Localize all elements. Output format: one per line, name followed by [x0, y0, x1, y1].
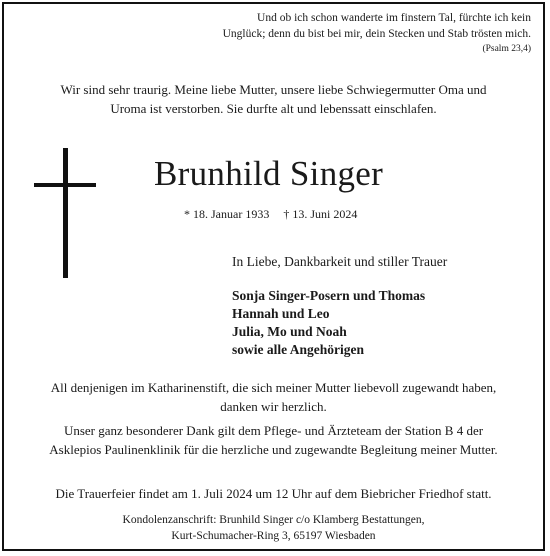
psalm-reference: (Psalm 23,4) — [482, 44, 531, 54]
family-member: Julia, Mo und Noah — [232, 324, 347, 339]
thanks-paragraph-2 — [4, 421, 543, 459]
thanks-line: Unser ganz besonderer Dank gilt dem Pflege- und Ärzteteam der Station B 4 der — [63, 423, 484, 438]
deceased-name: Brunhild Singer — [154, 154, 384, 193]
condolence-line: Kondolenzanschrift: Brunhild Singer c/o Klamberg Bestattungen, — [122, 514, 425, 526]
family-member: sowie alle Angehörigen — [232, 342, 364, 357]
family-member: Hannah und Leo — [232, 306, 330, 321]
thanks-line: danken wir herzlich. — [220, 399, 327, 414]
psalm-line: Und ob ich schon wanderte im finstern Tal, fürchte ich kein — [257, 12, 531, 24]
funeral-info: Die Trauerfeier findet am 1. Juli 2024 um 12 Uhr auf dem Biebricher Friedhof statt. — [55, 486, 492, 501]
obituary-notice — [2, 2, 545, 551]
thanks-line: Asklepios Paulinenklinik für die herzliche und zugewandte Begleitung meiner Mutter. — [49, 442, 498, 457]
intro-line: Wir sind sehr traurig. Meine liebe Mutter, unsere liebe Schwiegermutter Oma und — [60, 82, 487, 97]
condolence-address — [4, 512, 543, 544]
psalm-quote — [171, 11, 531, 58]
family-list — [232, 287, 425, 359]
death-date: † 13. Juni 2024 — [283, 207, 358, 221]
birth-date: * 18. Januar 1933 — [184, 207, 270, 221]
life-dates — [184, 206, 357, 222]
thanks-line: All denjenigen im Katharinenstift, die sich meiner Mutter liebevoll zugewandt haben, — [50, 380, 497, 395]
family-member: Sonja Singer-Posern und Thomas — [232, 288, 426, 303]
cross-icon — [34, 148, 96, 278]
psalm-line: Unglück; denn du bist bei mir, dein Stecken und Stab trösten mich. — [222, 27, 531, 40]
thanks-paragraph-1 — [4, 378, 543, 416]
intro-line: Uroma ist verstorben. Sie durfte alt und lebenssatt einschlafen. — [110, 101, 437, 116]
condolence-line: Kurt-Schumacher-Ring 3, 65197 Wiesbaden — [171, 530, 376, 542]
intro-text — [4, 80, 543, 118]
mourning-phrase: In Liebe, Dankbarkeit und stiller Trauer — [232, 254, 448, 269]
